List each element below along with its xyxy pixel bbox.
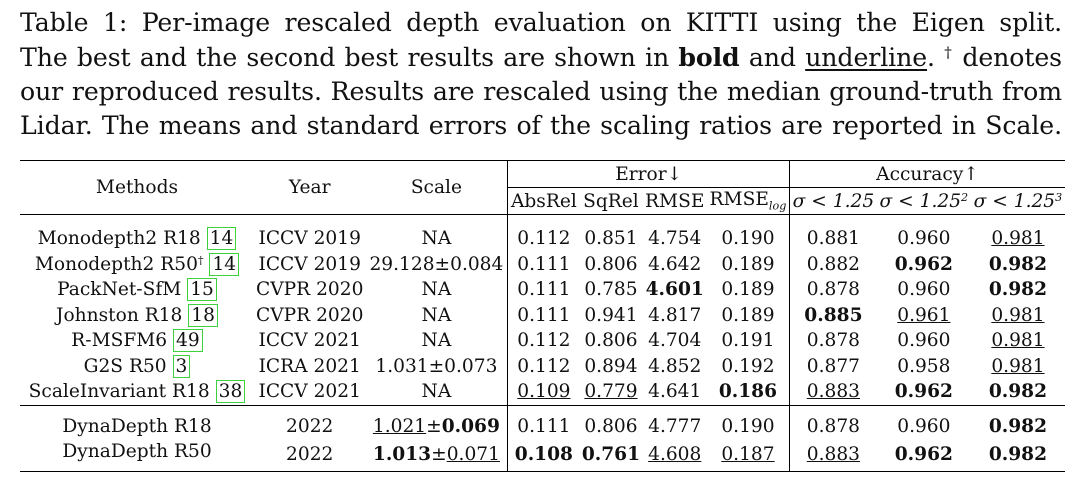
citation-link[interactable]: 38	[216, 380, 246, 403]
acc3-cell	[971, 439, 1065, 471]
acc2-cell: 0.960	[897, 415, 951, 437]
header-error: Error↓	[508, 161, 790, 188]
absrel-cell: 0.112	[517, 330, 571, 352]
absrel-cell: 0.111	[517, 415, 571, 437]
header-methods: Methods	[95, 177, 179, 198]
scale-mean: 1.013	[372, 444, 432, 466]
header-rmselog	[707, 188, 790, 215]
citation-link[interactable]: 14	[209, 253, 239, 276]
rmse-cell: 4.704	[648, 330, 702, 352]
acc3-value: 0.981	[991, 355, 1045, 377]
year-cell: 2022	[286, 444, 334, 466]
sqrel-cell: 0.941	[584, 304, 638, 326]
acc2-cell	[877, 439, 971, 471]
method-cell	[20, 252, 254, 278]
sqrel-cell: 0.785	[584, 279, 638, 301]
absrel-cell	[508, 439, 579, 471]
scale-cell: NA	[365, 328, 508, 354]
rmselog-cell	[707, 439, 790, 471]
header-rmse: RMSE	[645, 190, 705, 212]
method-name: Johnston R18	[56, 304, 183, 326]
acc1-value: 0.885	[804, 304, 863, 326]
acc2-cell: 0.960	[897, 279, 951, 301]
acc3-value: 0.981	[991, 330, 1045, 352]
scale-cell: 1.031±0.073	[365, 354, 508, 380]
method-name: ScaleInvariant R18	[28, 381, 210, 403]
caption-bold-word: bold	[678, 42, 740, 72]
acc1-value: 0.883	[806, 381, 861, 403]
acc1-cell: 0.877	[806, 355, 861, 377]
acc3-value: 0.982	[988, 415, 1048, 437]
caption-underline-word: underline	[805, 43, 928, 72]
dagger-symbol: †	[944, 43, 954, 62]
absrel-cell: 0.112	[517, 355, 571, 377]
acc3-cell	[971, 354, 1065, 380]
acc2-cell	[877, 252, 971, 278]
header-acc2	[877, 188, 971, 215]
rmselog-cell: 0.189	[707, 252, 790, 278]
method-cell: DynaDepth R50	[62, 441, 212, 463]
acc3-exponent: 3	[1055, 190, 1063, 204]
caption-text: denotes	[953, 43, 1063, 72]
table-caption	[20, 6, 1062, 143]
scale-cell: NA	[365, 277, 508, 303]
table-row	[20, 439, 1065, 471]
header-acc3	[971, 188, 1065, 215]
absrel-cell	[508, 379, 579, 405]
acc3-cell	[971, 277, 1065, 303]
acc1-cell	[789, 379, 876, 405]
caption-line-4: Lidar. The means and standard errors of the scaling ratios are reported in Scale.	[20, 111, 1062, 140]
method-name: Monodepth2 R50	[34, 253, 198, 275]
rmselog-subscript: log	[768, 199, 787, 213]
year-cell: ICCV 2019	[258, 228, 361, 250]
year-cell: ICCV 2019	[258, 253, 361, 275]
header-acc1: σ < 1.25	[792, 190, 875, 212]
year-cell: CVPR 2020	[256, 279, 364, 301]
citation-link[interactable]: 14	[207, 227, 237, 250]
acc2-value: 0.962	[894, 444, 953, 466]
acc1-cell: 0.878	[806, 415, 861, 437]
header-absrel: AbsRel	[510, 190, 577, 212]
rmse-cell: 4.641	[648, 381, 702, 403]
absrel-value: 0.108	[514, 444, 573, 466]
sqrel-cell	[579, 379, 642, 405]
dagger-symbol: †	[197, 253, 204, 267]
rmselog-value: 0.187	[721, 444, 775, 466]
scale-mean: 1.021	[372, 415, 427, 437]
citation-link[interactable]: 15	[187, 278, 217, 301]
sqrel-cell: 0.851	[584, 228, 638, 250]
method-name: PackNet-SfM	[57, 279, 182, 301]
scale-cell: NA	[365, 379, 508, 405]
rmselog-cell: 0.191	[707, 328, 790, 354]
table-row	[20, 379, 1065, 405]
acc1-value: 0.883	[806, 444, 861, 466]
rmselog-cell: 0.190	[707, 215, 790, 252]
rmselog-cell: 0.189	[707, 277, 790, 303]
year-cell: ICCV 2021	[258, 330, 361, 352]
scale-error: 0.071	[446, 444, 500, 466]
acc2-exponent: 2	[961, 190, 969, 204]
rmselog-value: 0.186	[718, 381, 778, 403]
acc2-cell: 0.958	[897, 355, 951, 377]
acc3-cell	[971, 328, 1065, 354]
scale-cell: 29.128±0.084	[365, 252, 508, 278]
acc2-value: 0.962	[894, 381, 953, 403]
table-row	[20, 354, 1065, 380]
acc3-cell	[971, 215, 1065, 252]
citation-link[interactable]: 18	[188, 304, 218, 327]
caption-text: and	[739, 43, 806, 72]
method-cell	[20, 215, 254, 252]
acc2-cell	[877, 379, 971, 405]
acc1-cell: 0.881	[806, 228, 861, 250]
sqrel-cell: 0.806	[584, 415, 638, 437]
table-row	[20, 252, 1065, 278]
rmse-cell: 4.852	[648, 355, 702, 377]
acc3-value: 0.981	[991, 304, 1045, 326]
method-cell	[20, 354, 254, 380]
acc2-value: 0.962	[894, 253, 953, 275]
sqrel-cell: 0.806	[584, 330, 638, 352]
absrel-cell: 0.111	[517, 304, 571, 326]
method-name: R-MSFM6	[71, 330, 168, 352]
table-row	[20, 328, 1065, 354]
acc1-cell	[789, 439, 876, 471]
absrel-value: 0.109	[517, 381, 571, 403]
acc2-cell: 0.960	[897, 330, 951, 352]
method-cell	[20, 303, 254, 329]
acc3-value: 0.982	[988, 279, 1048, 301]
sqrel-cell: 0.806	[584, 253, 638, 275]
method-name: G2S R50	[83, 355, 167, 377]
caption-line-2	[20, 40, 1062, 75]
year-cell: ICCV 2021	[258, 381, 361, 403]
acc2-value: 0.961	[897, 304, 951, 326]
scale-error: 0.069	[441, 415, 500, 437]
table-row	[20, 277, 1065, 303]
acc3-cell	[971, 252, 1065, 278]
sqrel-value: 0.779	[584, 381, 638, 403]
acc3-cell	[971, 303, 1065, 329]
plus-minus: ±	[426, 415, 442, 437]
acc2-label: σ < 1.25	[879, 190, 962, 212]
rmse-cell	[643, 277, 707, 303]
rmselog-label: RMSE	[709, 189, 769, 211]
method-cell	[20, 277, 254, 303]
header-sqrel: SqRel	[583, 190, 639, 212]
sqrel-cell: 0.894	[584, 355, 638, 377]
results-table	[20, 160, 1065, 472]
method-cell: DynaDepth R18	[62, 415, 212, 437]
caption-text: The best and the second best results are shown in	[20, 43, 679, 72]
plus-minus: ±	[431, 444, 447, 466]
rmselog-cell: 0.189	[707, 303, 790, 329]
method-cell	[20, 328, 254, 354]
acc3-cell	[971, 405, 1065, 439]
rmselog-cell	[707, 379, 790, 405]
header-year: Year	[288, 177, 331, 198]
sqrel-value: 0.761	[581, 444, 641, 466]
citation-link[interactable]: 49	[173, 329, 203, 352]
absrel-cell: 0.111	[517, 279, 571, 301]
table-row	[20, 405, 1065, 439]
rmselog-cell: 0.192	[707, 354, 790, 380]
caption-line-1: Table 1: Per-image rescaled depth evaluation on KITTI using the Eigen split.	[20, 8, 1062, 37]
year-cell: 2022	[286, 415, 334, 437]
scale-cell: NA	[365, 215, 508, 252]
acc1-cell: 0.882	[806, 253, 861, 275]
sqrel-cell	[579, 439, 642, 471]
header-scale: Scale	[365, 161, 508, 215]
method-name: Monodepth2 R18	[37, 228, 201, 250]
acc3-value: 0.982	[988, 381, 1048, 403]
rmse-value: 4.601	[645, 279, 704, 301]
year-cell: CVPR 2020	[256, 304, 364, 326]
rmse-cell: 4.754	[648, 228, 702, 250]
rmse-cell: 4.817	[648, 304, 702, 326]
acc2-cell: 0.960	[897, 228, 951, 250]
scale-cell: NA	[365, 303, 508, 329]
scale-cell	[365, 405, 508, 439]
acc1-cell: 0.878	[806, 330, 861, 352]
rmse-cell: 4.642	[648, 253, 702, 275]
absrel-cell: 0.112	[517, 228, 571, 250]
absrel-cell: 0.111	[517, 253, 571, 275]
caption-line-3: our reproduced results. Results are rescaled using the median ground-truth from	[20, 77, 1062, 106]
acc2-cell	[877, 303, 971, 329]
method-cell	[20, 379, 254, 405]
citation-link[interactable]: 3	[173, 355, 191, 378]
rmselog-cell: 0.190	[707, 405, 790, 439]
acc3-value: 0.981	[991, 228, 1045, 250]
table-row	[20, 303, 1065, 329]
scale-cell	[365, 439, 508, 471]
header-accuracy: Accuracy↑	[789, 161, 1065, 188]
acc1-cell: 0.878	[806, 279, 861, 301]
rmse-cell: 4.777	[648, 415, 702, 437]
rmse-cell	[643, 439, 707, 471]
caption-text: .	[927, 43, 945, 72]
acc3-cell	[971, 379, 1065, 405]
acc3-label: σ < 1.25	[973, 190, 1056, 212]
table-row	[20, 215, 1065, 252]
acc1-cell	[789, 303, 876, 329]
acc3-value: 0.982	[988, 253, 1048, 275]
rmse-value: 4.608	[648, 444, 702, 466]
acc3-value: 0.982	[988, 444, 1048, 466]
year-cell: ICRA 2021	[258, 355, 361, 377]
